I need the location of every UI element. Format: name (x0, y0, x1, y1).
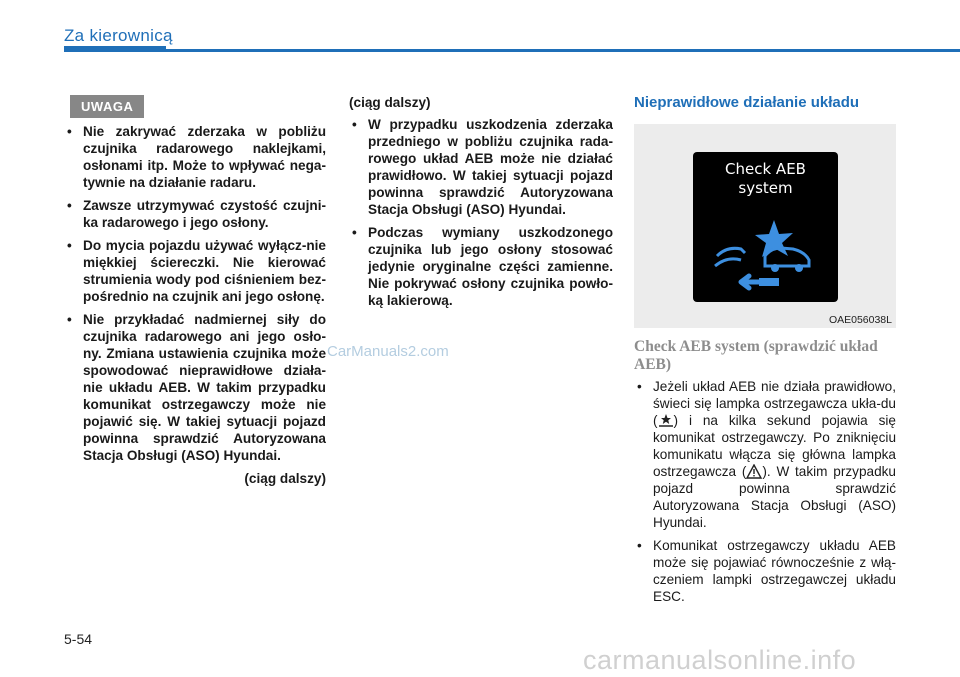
malfunction-title: Nieprawidłowe działanie układu (634, 94, 860, 111)
warning-figure (634, 124, 896, 328)
header-rule (64, 49, 960, 52)
malfunction-column (634, 378, 896, 611)
malfunction-list (634, 378, 896, 605)
malfunction-item-text-part1: Jeżeli układ AEB nie działa prawidłowo, świeci się lampka ostrzegawcza ukła-du ( (653, 379, 896, 428)
malfunction-item-text-part3: ). W takim przypadku pojazd powinna sprawdzić Autoryzowana Stacja Obsługi (ASO) Hyundai. (653, 464, 896, 530)
note-item: • W przypadku uszkodzenia zderzaka przedniego w pobliżu czujnika rada-rowego układ AEB może nie działać prawidłowo. W takiej sytuacji pojazd powinna sprawdzić Autoryzowana Stacja Obsługi (ASO) Hyundai. (349, 116, 613, 218)
malfunction-item: • Komunikat ostrzegawczy układu AEB może się pojawiać równocześnie z włą-czeniem lampki ostrzegawczej układu ESC. (634, 537, 896, 605)
aeb-lamp-icon (658, 413, 674, 428)
watermark: CarManuals2.com (327, 343, 449, 360)
site-watermark: carmanualsonline.info (583, 645, 857, 675)
display-message-line2: system (738, 179, 793, 197)
aeb-warning-icon (711, 216, 821, 296)
note-item: • Zawsze utrzymywać czystość czujni-ka radarowego i jego osłony. (64, 197, 326, 231)
note-item: • Nie zakrywać zderzaka w pobliżu czujnika radarowego naklejkami, osłonami itp. Może to wpływać nega-tywnie na działanie radaru. (64, 123, 326, 191)
malfunction-item-text-part2: ) i na kilka sekund pojawia się komunikat ostrzegawczy. Po zniknięciu komunikatu włącza się główna lampka ostrzegawcza ( (653, 413, 896, 479)
master-warning-triangle-icon (746, 464, 762, 479)
figure-caption: Check AEB system (sprawdzić układ AEB) (634, 338, 878, 373)
note-continued-list (349, 116, 613, 309)
note-column (64, 123, 326, 487)
note-item: • Podczas wymiany uszkodzonego czujnika lub jego osłony stosować jedynie oryginalne części zamienne. Nie pokrywać osłony czujnika powło-ką lakierową. (349, 224, 613, 309)
header-rule-accent (64, 46, 166, 52)
figure-code: OAE056038L (828, 314, 892, 326)
note-list (64, 123, 326, 464)
page-number: 5-54 (64, 631, 93, 647)
section-title: Za kierownicą (64, 26, 173, 45)
note-continued-column (349, 94, 613, 315)
continued-label: (ciąg dalszy) (244, 471, 326, 486)
continued-heading: (ciąg dalszy) (349, 95, 431, 110)
cluster-display (693, 152, 838, 302)
display-message-line1: Check AEB (725, 160, 806, 178)
note-badge: UWAGA (70, 95, 144, 118)
note-item: • Nie przykładać nadmiernej siły do czujnika radarowego ani jego osło-ny. Zmiana ustawienia czujnika może spowodować nieprawidłowe działa-nie układu AEB. W takim przypadku komunikat ostrzegawczy może nie pojawić się. W takiej sytuacji pojazd powinna sprawdzić Autoryzowana Stacja Obsługi (ASO) Hyundai. (64, 311, 326, 464)
malfunction-item (634, 378, 896, 531)
note-item: • Do mycia pojazdu używać wyłącz-nie miękkiej ściereczki. Nie kierować strumienia wody pod ciśnieniem bez-pośrednio na czujnik ani jego osłonę. (64, 237, 326, 305)
